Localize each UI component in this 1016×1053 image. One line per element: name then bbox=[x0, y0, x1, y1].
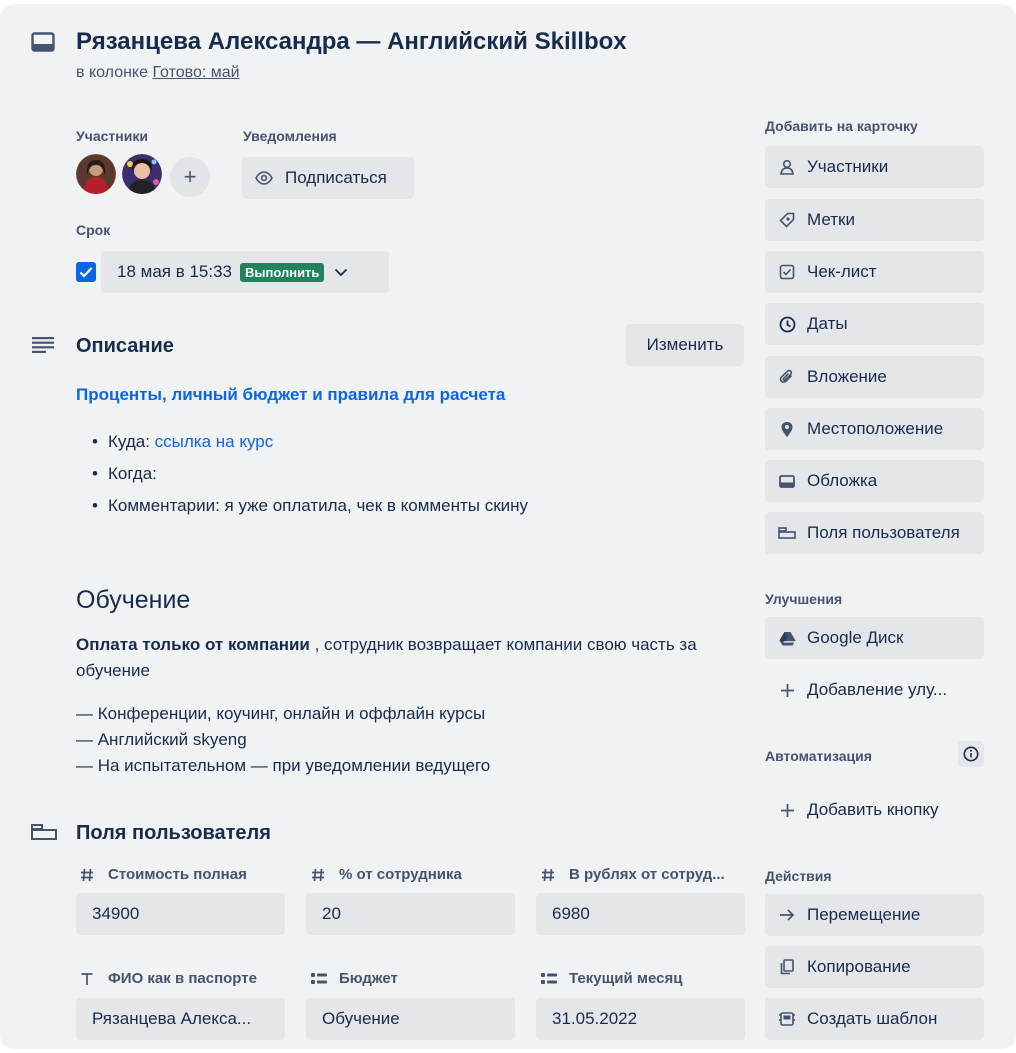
sidebar-cover-button[interactable]: Обложка bbox=[765, 460, 984, 502]
custom-fields-icon bbox=[30, 822, 58, 842]
card-detail-window bbox=[0, 4, 1016, 1049]
edit-label: Изменить bbox=[646, 335, 724, 354]
list-icon bbox=[541, 973, 563, 985]
eye-icon bbox=[255, 171, 273, 185]
course-link[interactable]: ссылка на курс bbox=[154, 432, 274, 451]
google-drive-icon bbox=[777, 628, 797, 648]
card-title[interactable]: Рязанцева Александра — Английский Skillbox bbox=[76, 28, 627, 55]
actions-label: Действия bbox=[765, 868, 832, 884]
avatar[interactable] bbox=[122, 154, 162, 194]
field-value-current-month[interactable]: 31.05.2022 bbox=[536, 998, 745, 1040]
custom-fields-title: Поля пользователя bbox=[76, 822, 271, 844]
field-label: В рублях от сотруд... bbox=[541, 866, 725, 883]
powerups-label: Улучшения bbox=[765, 591, 843, 607]
field-label: Стоимость полная bbox=[80, 866, 247, 883]
field-label: ФИО как в паспорте bbox=[80, 970, 257, 987]
chevron-down-icon bbox=[334, 268, 348, 277]
description-bullets bbox=[92, 432, 528, 528]
list-item: • Комментарии: я уже оплатила, чек в комменты скину bbox=[92, 496, 528, 528]
sidebar-location-button[interactable]: Местоположение bbox=[765, 408, 984, 450]
list-item: — На испытательном — при уведомлении ведущего bbox=[76, 756, 491, 775]
field-value-employee-percent[interactable]: 20 bbox=[306, 893, 515, 935]
list-item: • Куда: ссылка на курс bbox=[92, 432, 528, 464]
person-icon bbox=[777, 157, 797, 177]
description-title: Описание bbox=[76, 335, 174, 357]
text-icon bbox=[80, 972, 102, 986]
location-pin-icon bbox=[777, 419, 797, 439]
add-powerup-button[interactable]: Добавление улу... bbox=[765, 669, 984, 711]
list-icon bbox=[311, 973, 333, 985]
field-label: % от сотрудника bbox=[311, 866, 462, 883]
hash-icon bbox=[541, 868, 563, 882]
training-list bbox=[76, 701, 490, 779]
arrow-right-icon bbox=[777, 905, 797, 925]
copy-icon bbox=[777, 957, 797, 977]
status-badge: Выполнить bbox=[240, 263, 324, 282]
template-icon bbox=[777, 1009, 797, 1029]
card-icon bbox=[30, 30, 56, 54]
field-value-full-name[interactable]: Рязанцева Алекса... bbox=[76, 998, 285, 1040]
due-date-button[interactable] bbox=[101, 251, 389, 293]
clock-icon bbox=[777, 314, 797, 334]
due-complete-checkbox[interactable] bbox=[76, 262, 96, 282]
sidebar-labels-button[interactable]: Метки bbox=[765, 199, 984, 241]
avatar[interactable] bbox=[76, 154, 116, 194]
payment-bold: Оплата только от компании bbox=[76, 635, 310, 654]
list-item: • Когда: bbox=[92, 464, 528, 496]
field-value-rubles[interactable]: 6980 bbox=[536, 893, 745, 935]
copy-button[interactable]: Копирование bbox=[765, 946, 984, 988]
field-label: Бюджет bbox=[311, 970, 398, 987]
payment-paragraph bbox=[76, 632, 716, 684]
payment-rest: , сотрудник возвращает компании свою часть за обучение bbox=[76, 635, 697, 680]
notifications-label: Уведомления bbox=[243, 128, 337, 144]
paperclip-icon bbox=[777, 367, 797, 387]
members-label: Участники bbox=[76, 128, 148, 144]
add-button-button[interactable]: Добавить кнопку bbox=[765, 789, 984, 831]
plus-icon: + bbox=[183, 164, 197, 189]
description-heading: Проценты, личный бюджет и правила для расчета bbox=[76, 385, 506, 404]
subscribe-button[interactable] bbox=[242, 157, 414, 199]
list-item: — Конференции, коучинг, онлайн и оффлайн курсы bbox=[76, 704, 486, 723]
sidebar-attachment-button[interactable]: Вложение bbox=[765, 356, 984, 398]
column-prefix: в колонке bbox=[76, 64, 148, 81]
tag-icon bbox=[777, 210, 797, 230]
plus-icon bbox=[777, 800, 797, 820]
hash-icon bbox=[80, 868, 102, 882]
card-column-info bbox=[76, 64, 240, 82]
sidebar-custom-fields-button[interactable]: Поля пользователя bbox=[765, 512, 984, 554]
column-link[interactable]: Готово: май bbox=[152, 64, 240, 81]
sidebar-checklist-button[interactable]: Чек-лист bbox=[765, 251, 984, 293]
due-date-text: 18 мая в 15:33 bbox=[117, 262, 232, 281]
due-label: Срок bbox=[76, 222, 111, 238]
list-item: — Английский skyeng bbox=[76, 730, 247, 749]
description-icon bbox=[31, 335, 55, 355]
training-heading: Обучение bbox=[76, 586, 191, 614]
google-drive-button[interactable]: Google Диск bbox=[765, 617, 984, 659]
info-icon bbox=[963, 746, 979, 762]
automation-label: Автоматизация bbox=[765, 748, 872, 764]
field-value-budget[interactable]: Обучение bbox=[306, 998, 515, 1040]
sidebar-members-button[interactable]: Участники bbox=[765, 146, 984, 188]
field-label: Текущий месяц bbox=[541, 970, 682, 987]
create-template-button[interactable]: Создать шаблон bbox=[765, 998, 984, 1040]
add-to-card-label: Добавить на карточку bbox=[765, 118, 918, 134]
field-value-full-cost[interactable]: 34900 bbox=[76, 893, 285, 935]
add-member-button[interactable] bbox=[170, 157, 210, 197]
plus-icon bbox=[777, 680, 797, 700]
automation-info-button[interactable] bbox=[958, 741, 984, 767]
subscribe-label: Подписаться bbox=[285, 168, 387, 187]
checklist-icon bbox=[777, 262, 797, 282]
edit-description-button[interactable] bbox=[626, 324, 744, 366]
move-button[interactable]: Перемещение bbox=[765, 894, 984, 936]
hash-icon bbox=[311, 868, 333, 882]
cover-icon bbox=[777, 471, 797, 491]
sidebar-dates-button[interactable]: Даты bbox=[765, 303, 984, 345]
custom-fields-icon bbox=[777, 523, 797, 543]
